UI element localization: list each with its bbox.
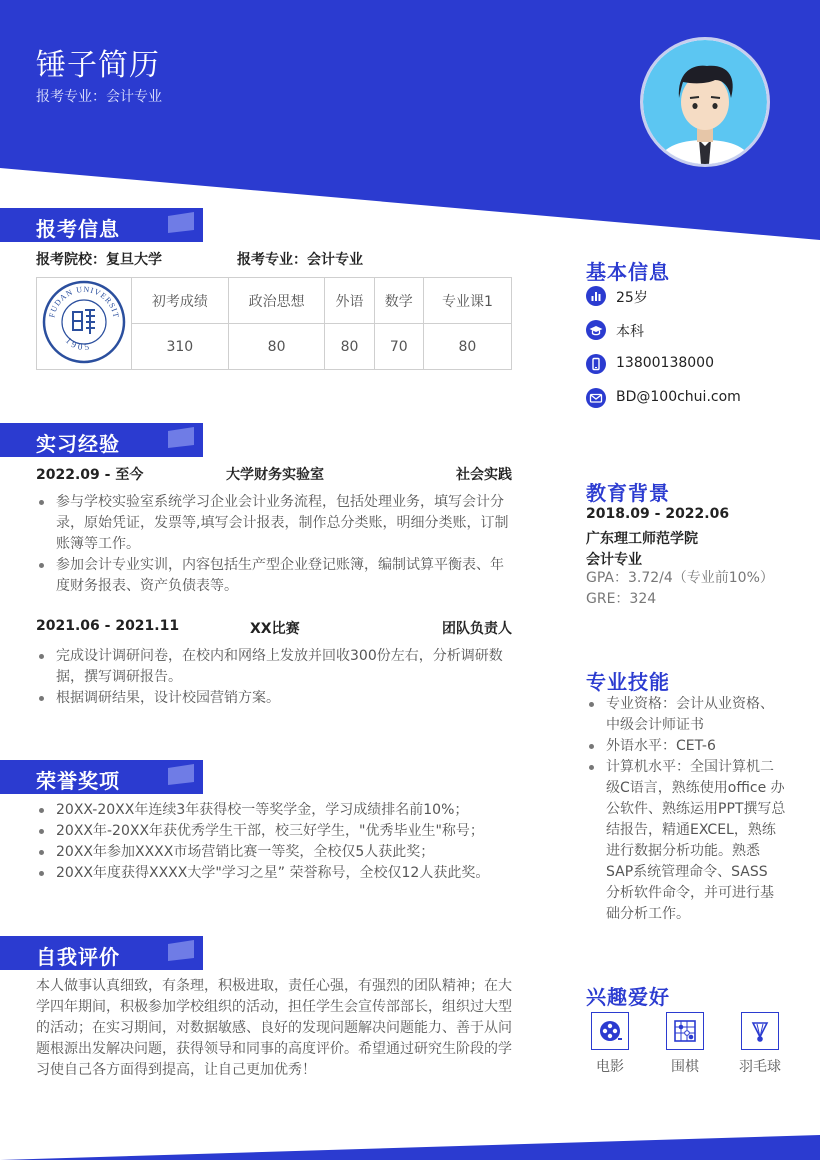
avatar xyxy=(640,37,770,167)
entry-bullets xyxy=(36,646,512,709)
list-item: 20XX年-20XX年获优秀学生干部，校三好学生，"优秀毕业生"称号； xyxy=(36,821,512,842)
list-item: 20XX-20XX年连续3年获得校一等奖学金，学习成绩排名前10%； xyxy=(36,800,512,821)
skills-list xyxy=(586,694,786,925)
score-table xyxy=(36,277,512,370)
go-board-icon xyxy=(666,1012,704,1050)
university-seal xyxy=(37,278,132,370)
list-item: 参加会计专业实训，内容包括生产型企业登记账簿，编制试算平衡表、年度财务报表、资产负债表等。 xyxy=(36,555,512,597)
education-title: 教育背景 xyxy=(586,481,670,505)
list-item: 根据调研结果，设计校园营销方案。 xyxy=(36,688,512,709)
self-evaluation-text: 本人做事认真细致，有条理，积极进取，责任心强，有强烈的团队精神；在大学四年期间，积极参加学校组织的活动，担任学生会宣传部部长，组织过大型的活动；在实习期间，对数据敏感、良好的发现问题解决问题能力、善于从问题根源出发解决问题，获得领导和同事的高度评价。希望通过研究生阶段的学习使自己各方面得到提高，让自己更加优秀！ xyxy=(36,978,512,1078)
basic-info-title: 基本信息 xyxy=(586,260,670,284)
list-item: 完成设计调研问卷，在校内和网络上发放并回收300份左右，分析调研数据，撰写调研报告。 xyxy=(36,646,512,688)
list-item: 计算机水平：全国计算机二级C语言，熟练使用office 办公软件、熟练运用PPT撰写总结报告，精通EXCEL，熟练进行数据分析功能。熟悉SAP系统管理命令、SASS 分析软件命令，并可进行基础分析工作。 xyxy=(586,757,786,925)
section-title: 自我评价 xyxy=(36,945,120,969)
hobby-label: 电影 xyxy=(596,1059,624,1075)
hobby-label: 羽毛球 xyxy=(739,1059,781,1075)
phone-text: 13800138000 xyxy=(616,355,714,371)
graduation-cap-icon xyxy=(586,320,606,340)
section-title: 荣誉奖项 xyxy=(36,769,120,793)
entry-role: 团队负责人 xyxy=(442,621,512,637)
score-header: 数学 xyxy=(374,278,423,324)
entry-date: 2021.06 - 2021.11 xyxy=(36,618,180,634)
university-seal-icon xyxy=(42,280,126,364)
section-header-self-eval xyxy=(0,936,203,970)
score-value: 310 xyxy=(132,324,229,370)
svg-text:1905: 1905 xyxy=(63,334,93,352)
entry-org: XX比赛 xyxy=(250,621,300,637)
avatar-illustration xyxy=(643,40,767,164)
bar-chart-icon xyxy=(586,286,606,306)
score-value: 80 xyxy=(325,324,374,370)
header-subtitle: 报考专业：会计专业 xyxy=(36,89,162,105)
score-value: 80 xyxy=(423,324,511,370)
email-text: BD@100chui.com xyxy=(616,389,741,405)
entry-role: 社会实践 xyxy=(456,467,512,483)
entry-org: 大学财务实验室 xyxy=(226,467,324,483)
score-header: 专业课1 xyxy=(423,278,511,324)
education-major: 会计专业 xyxy=(586,552,642,568)
applied-major: 报考专业：会计专业 xyxy=(237,252,363,268)
score-value: 80 xyxy=(228,324,325,370)
list-item: 专业资格：会计从业资格、中级会计师证书 xyxy=(586,694,786,736)
section-header-internship xyxy=(0,423,203,457)
list-item: 20XX年参加XXXX市场营销比赛一等奖，全校仅5人获此奖； xyxy=(36,842,512,863)
score-value: 70 xyxy=(374,324,423,370)
list-item: 参与学校实验室系统学习企业会计业务流程，包括处理业务，填写会计分录，原始凭证，发票等,填写会计报表，制作总分类账，明细分类账，订制账簿等工作。 xyxy=(36,492,512,555)
hobbies-title: 兴趣爱好 xyxy=(586,985,670,1009)
education-school: 广东理工师范学院 xyxy=(586,531,698,547)
resume-name: 锤子简历 xyxy=(36,48,160,83)
mail-icon xyxy=(586,388,606,408)
score-header: 外语 xyxy=(325,278,374,324)
footer-band xyxy=(0,1135,820,1160)
score-header: 政治思想 xyxy=(228,278,325,324)
honors-list xyxy=(36,800,512,884)
entry-date: 2022.09 - 至今 xyxy=(36,467,144,483)
score-header: 初考成绩 xyxy=(132,278,229,324)
section-header-application xyxy=(0,208,203,242)
education-gre: GRE：324 xyxy=(586,591,657,607)
list-item: 20XX年度获得XXXX大学"学习之星” 荣誉称号，全校仅12人获此奖。 xyxy=(36,863,512,884)
list-item: 外语水平：CET-6 xyxy=(586,736,786,757)
film-reel-icon xyxy=(591,1012,629,1050)
hobby-label: 围棋 xyxy=(671,1059,699,1075)
section-title: 实习经验 xyxy=(36,432,120,456)
age-text: 25岁 xyxy=(616,290,648,306)
education-gpa: GPA：3.72/4（专业前10%） xyxy=(586,570,774,586)
svg-text:FUDAN UNIVERSITY: FUDAN UNIVERSIT xyxy=(47,284,121,319)
degree-text: 本科 xyxy=(616,324,644,340)
education-period: 2018.09 - 2022.06 xyxy=(586,506,730,522)
applied-school: 报考院校：复旦大学 xyxy=(36,252,162,268)
skills-title: 专业技能 xyxy=(586,670,670,694)
entry-bullets xyxy=(36,492,512,597)
section-header-honors xyxy=(0,760,203,794)
badminton-icon xyxy=(741,1012,779,1050)
section-title: 报考信息 xyxy=(36,217,120,241)
phone-icon xyxy=(586,354,606,374)
